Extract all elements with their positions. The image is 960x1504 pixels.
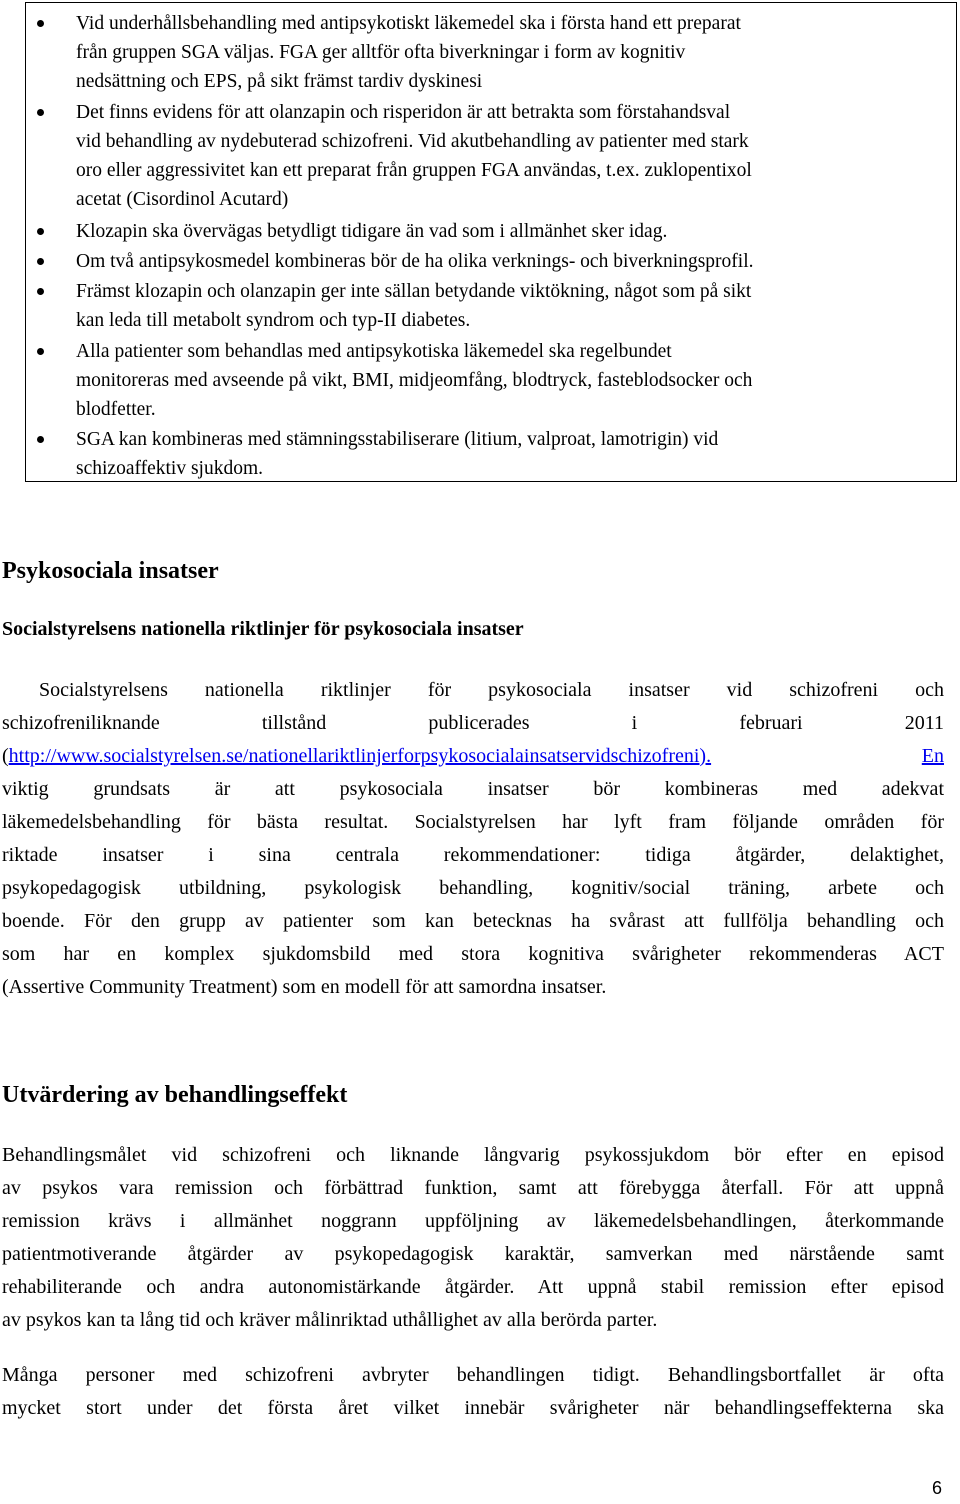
section-subheading: Socialstyrelsens nationella riktlinjer för psykosociala insatser — [2, 618, 524, 640]
bullet-line: schizoaffektiv sjukdom. — [76, 458, 264, 479]
paragraph-line — [2, 740, 944, 773]
paragraph-line: Socialstyrelsens nationella riktlinjer för psykosociala insatser vid schizofreni och — [2, 679, 944, 701]
bullet-icon — [37, 228, 44, 235]
bullet-line: acetat (Cisordinol Acutard) — [76, 189, 289, 210]
bullet-line: Alla patienter som behandlas med antipsykotiska läkemedel ska regelbundet — [76, 341, 672, 362]
paragraph-behandlingsbortfall — [2, 1359, 944, 1425]
paragraph-line: riktade insatser i sina centrala rekommendationer: tidiga åtgärder, delaktighet, — [2, 844, 944, 866]
bullet-line: SGA kan kombineras med stämningsstabiliserare (litium, valproat, lamotrigin) vid — [76, 429, 719, 450]
paragraph-psykosociala — [2, 674, 944, 1004]
paragraph-line: psykopedagogisk utbildning, psykologisk behandling, kognitiv/social träning, arbete och — [2, 877, 944, 899]
bullet-icon — [37, 436, 44, 443]
paragraph-line: (Assertive Community Treatment) som en modell för att samordna insatser. — [2, 976, 607, 998]
paragraph-line: läkemedelsbehandling för bästa resultat. Socialstyrelsen har lyft fram följande områden för — [2, 811, 944, 833]
paragraph-line: av psykos vara remission och förbättrad funktion, samt att förebygga återfall. För att uppnå — [2, 1177, 944, 1199]
bullet-icon — [37, 348, 44, 355]
paragraph-line: schizofreniliknande tillstånd publicerades i februari 2011 — [2, 712, 944, 734]
bullet-line: från gruppen SGA väljas. FGA ger alltför ofta biverkningar i form av kognitiv — [76, 42, 686, 63]
paragraph-line: Behandlingsmålet vid schizofreni och liknande långvarig psykossjukdom bör efter en episod — [2, 1144, 944, 1166]
paragraph-line: av psykos kan ta lång tid och kräver målinriktad uthållighet av alla berörda parter. — [2, 1309, 658, 1331]
recommendation-box — [25, 2, 957, 482]
bullet-line: Om två antipsykosmedel kombineras bör de ha olika verknings- och biverkningsprofil. — [76, 251, 754, 272]
bullet-line: Vid underhållsbehandling med antipsykotiskt läkemedel ska i första hand ett preparat — [76, 13, 741, 34]
bullet-line: monitoreras med avseende på vikt, BMI, midjeomfång, blodtryck, fasteblodsocker och — [76, 370, 753, 391]
bullet-line: nedsättning och EPS, på sikt främst tardiv dyskinesi — [76, 71, 483, 92]
paragraph-line: Många personer med schizofreni avbryter behandlingen tidigt. Behandlingsbortfallet är ofta — [2, 1364, 944, 1386]
paragraph-line: rehabiliterande och andra autonomistärkande åtgärder. Att uppnå stabil remission efter episod — [2, 1276, 944, 1298]
bullet-line: Främst klozapin och olanzapin ger inte sällan betydande viktökning, något som på sikt — [76, 281, 752, 302]
bullet-line: vid behandling av nydebuterad schizofreni. Vid akutbehandling av patienter med stark — [76, 131, 749, 152]
paragraph-line: mycket stort under det första året vilket innebär svårigheter när behandlingseffekterna ska — [2, 1397, 944, 1419]
section-heading-psykosociala: Psykosociala insatser — [2, 558, 219, 584]
bullet-line: blodfetter. — [76, 399, 156, 420]
paragraph-behandlingsmalet — [2, 1139, 944, 1337]
bullet-icon — [37, 109, 44, 116]
paragraph-line: viktig grundsats är att psykosociala insatser bör kombineras med adekvat — [2, 778, 944, 800]
paragraph-line: som har en komplex sjukdomsbild med stora kognitiva svårigheter rekommenderas ACT — [2, 943, 944, 965]
bullet-line: oro eller aggressivitet kan ett preparat från gruppen FGA användas, t.ex. zuklopentixol — [76, 160, 752, 181]
bullet-line: kan leda till metabolt syndrom och typ-II diabetes. — [76, 310, 471, 331]
socialstyrelsen-link[interactable]: http://www.socialstyrelsen.se/nationellariktlinjerforpsykosocialainsatservidschizofreni). — [8, 745, 712, 767]
paragraph-line: patientmotiverande åtgärder av psykopedagogisk karaktär, samverkan med närstående samt — [2, 1243, 944, 1265]
link-tail[interactable]: En — [921, 745, 944, 767]
page-number: 6 — [931, 1478, 942, 1498]
link-paren: ( — [2, 745, 9, 767]
bullet-icon — [37, 20, 44, 27]
paragraph-line: remission krävs i allmänhet noggrann uppföljning av läkemedelsbehandlingen, återkommande — [2, 1210, 944, 1232]
bullet-icon — [37, 258, 44, 265]
bullet-line: Klozapin ska övervägas betydligt tidigare än vad som i allmänhet sker idag. — [76, 221, 668, 242]
section-heading-utvardering: Utvärdering av behandlingseffekt — [2, 1082, 348, 1108]
bullet-line: Det finns evidens för att olanzapin och risperidon är att betrakta som förstahandsval — [76, 102, 731, 123]
bullet-icon — [37, 288, 44, 295]
paragraph-line: boende. För den grupp av patienter som kan betecknas ha svårast att fullfölja behandling och — [2, 910, 944, 932]
